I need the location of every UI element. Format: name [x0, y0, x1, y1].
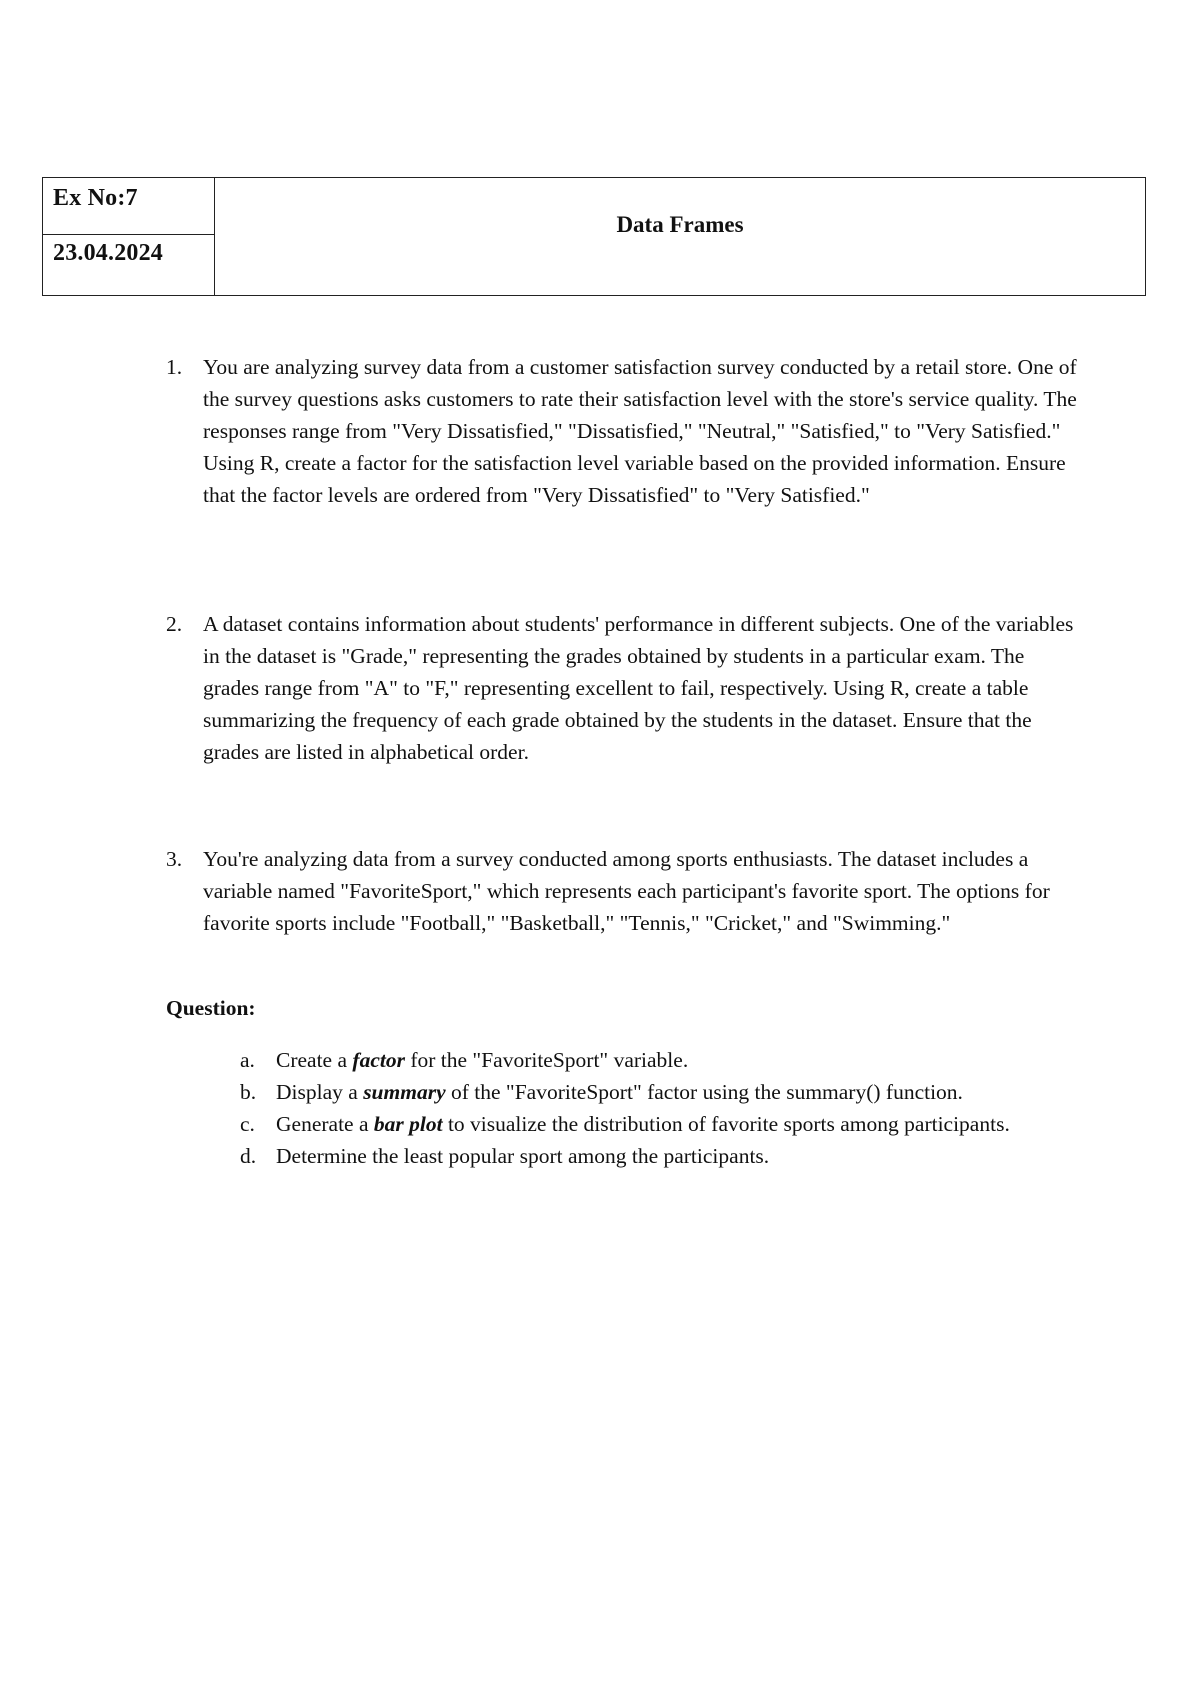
- page-title: Data Frames: [616, 212, 744, 237]
- sub-question-text: Generate a: [276, 1112, 374, 1136]
- question-text: You are analyzing survey data from a customer satisfaction survey conducted by a retail store. One of the survey questions asks customers to rate their satisfaction level with the store's service quality. The responses range from "Very Dissatisfied," "Dissatisfied," "Neutral," "Satisfied," to "Very Satisfied." Using R, create a factor for the satisfaction level variable based on the provided information. Ensure that the factor levels are ordered from "Very Dissatisfied" to "Very Satisfied.": [203, 355, 1077, 507]
- question-text: You're analyzing data from a survey conducted among sports enthusiasts. The dataset includes a variable named "FavoriteSport," which represents each participant's favorite sport. The options for favorite sports include "Football," "Basketball," "Tennis," "Cricket," and "Swimming.": [203, 847, 1050, 935]
- sub-question-emphasis: bar plot: [373, 1112, 443, 1136]
- question-text: A dataset contains information about students' performance in different subjects. One of the variables in the dataset is "Grade," representing the grades obtained by students in a particular exam. The grades range from "A" to "F," representing excellent to fail, respectively. Using R, create a table summarizing the frequency of each grade obtained by the students in the dataset. Ensure that the grades are listed in alphabetical order.: [203, 612, 1074, 764]
- question-number: 3.: [166, 847, 183, 871]
- date-cell: [43, 235, 214, 295]
- sub-question-letter: a.: [240, 1048, 255, 1072]
- sub-question-letter: c.: [240, 1112, 255, 1136]
- sub-question-text: Determine the least popular sport among the participants.: [276, 1144, 770, 1168]
- sub-question-b: [240, 1076, 1080, 1108]
- sub-question-text-end: to visualize the distribution of favorite sports among participants.: [442, 1112, 1010, 1136]
- sub-question-letter: d.: [240, 1144, 257, 1168]
- question-number: 1.: [166, 355, 183, 379]
- sub-question-text: Display a: [276, 1080, 364, 1104]
- sub-question-a: [240, 1044, 1080, 1076]
- sub-question-text-end: of the "FavoriteSport" factor using the summary() function.: [445, 1080, 963, 1104]
- ex-no-label: Ex No:7: [53, 185, 138, 211]
- sub-question-d: [240, 1140, 1080, 1172]
- sub-question-letter: b.: [240, 1080, 257, 1104]
- sub-question-text-end: for the "FavoriteSport" variable.: [404, 1048, 689, 1072]
- sub-question-emphasis: summary: [363, 1080, 446, 1104]
- header-table: [42, 177, 1146, 296]
- question-2: [166, 608, 1086, 768]
- sub-question-text: Create a: [276, 1048, 353, 1072]
- header-left-column: [43, 178, 215, 295]
- question-number: 2.: [166, 612, 183, 636]
- sub-question-emphasis: factor: [352, 1048, 405, 1072]
- ex-no-cell: [43, 178, 214, 235]
- sub-question-list: [240, 1044, 1080, 1172]
- question-3: [166, 843, 1086, 939]
- sub-question-c: [240, 1108, 1080, 1140]
- date-label: 23.04.2024: [53, 240, 163, 266]
- question-heading: Question:: [166, 996, 256, 1020]
- question-1: [166, 351, 1086, 511]
